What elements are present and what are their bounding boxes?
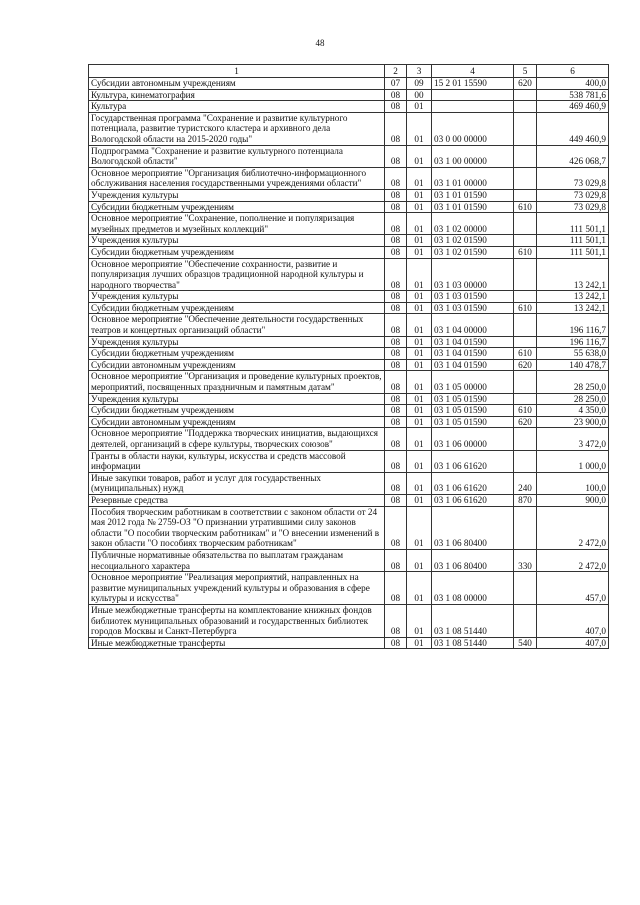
row-expense-type-cell <box>514 112 537 145</box>
row-amount-cell: 538 781,6 <box>537 89 609 101</box>
row-expense-type-cell <box>514 393 537 405</box>
row-expense-type-cell <box>514 572 537 605</box>
table-row <box>89 549 609 571</box>
row-expense-type-cell: 620 <box>514 359 537 371</box>
row-subsection-cell: 01 <box>407 213 432 235</box>
table-row <box>89 494 609 506</box>
table-row <box>89 348 609 360</box>
row-amount-cell: 73 029,8 <box>537 189 609 201</box>
row-subsection-cell: 01 <box>407 572 432 605</box>
table-row <box>89 472 609 494</box>
row-amount-cell: 140 478,7 <box>537 359 609 371</box>
column-header-1: 1 <box>89 65 385 78</box>
row-name-cell: Субсидии автономным учреждениям <box>89 359 385 371</box>
row-subsection-cell: 01 <box>407 637 432 649</box>
row-section-cell: 08 <box>385 302 407 314</box>
row-section-cell: 08 <box>385 246 407 258</box>
table-row <box>89 302 609 314</box>
row-section-cell: 08 <box>385 371 407 393</box>
row-expense-type-cell: 620 <box>514 416 537 428</box>
row-subsection-cell: 01 <box>407 314 432 336</box>
row-target-article-cell: 03 1 06 00000 <box>432 428 514 450</box>
row-expense-type-cell <box>514 336 537 348</box>
row-target-article-cell: 03 1 03 01590 <box>432 291 514 303</box>
table-row <box>89 416 609 428</box>
row-amount-cell: 111 501,1 <box>537 246 609 258</box>
budget-table <box>88 64 609 649</box>
table-row <box>89 246 609 258</box>
row-name-cell: Субсидии бюджетным учреждениям <box>89 348 385 360</box>
row-expense-type-cell: 540 <box>514 637 537 649</box>
row-section-cell: 08 <box>385 494 407 506</box>
row-subsection-cell: 01 <box>407 506 432 549</box>
row-name-cell: Субсидии бюджетным учреждениям <box>89 302 385 314</box>
row-section-cell: 08 <box>385 291 407 303</box>
row-section-cell: 08 <box>385 101 407 113</box>
row-section-cell: 08 <box>385 572 407 605</box>
row-target-article-cell: 03 1 00 00000 <box>432 145 514 167</box>
row-amount-cell: 457,0 <box>537 572 609 605</box>
row-amount-cell: 28 250,0 <box>537 371 609 393</box>
row-section-cell: 08 <box>385 336 407 348</box>
row-amount-cell: 449 460,9 <box>537 112 609 145</box>
row-amount-cell: 196 116,7 <box>537 336 609 348</box>
row-subsection-cell: 01 <box>407 336 432 348</box>
row-section-cell: 08 <box>385 359 407 371</box>
row-amount-cell: 2 472,0 <box>537 549 609 571</box>
row-subsection-cell: 01 <box>407 145 432 167</box>
row-name-cell: Культура <box>89 101 385 113</box>
page-number: 48 <box>315 38 325 48</box>
row-name-cell: Субсидии автономным учреждениям <box>89 416 385 428</box>
row-section-cell: 08 <box>385 604 407 637</box>
row-expense-type-cell <box>514 291 537 303</box>
row-amount-cell: 2 472,0 <box>537 506 609 549</box>
table-row <box>89 78 609 90</box>
row-target-article-cell: 03 1 01 01590 <box>432 189 514 201</box>
row-name-cell: Иные межбюджетные трансферты <box>89 637 385 649</box>
column-header-3: 3 <box>407 65 432 78</box>
row-name-cell: Основное мероприятие "Реализация мероприятий, направленных на развитие муниципальных учреждений культуры и образования в сфере культуры и искусства" <box>89 572 385 605</box>
column-header-2: 2 <box>385 65 407 78</box>
row-section-cell: 08 <box>385 201 407 213</box>
row-target-article-cell <box>432 89 514 101</box>
row-name-cell: Иные закупки товаров, работ и услуг для государственных (муниципальных) нужд <box>89 472 385 494</box>
row-amount-cell: 426 068,7 <box>537 145 609 167</box>
row-name-cell: Основное мероприятие "Сохранение, пополнение и популяризация музейных предметов и музейных коллекций" <box>89 213 385 235</box>
table-row <box>89 604 609 637</box>
row-target-article-cell: 03 1 03 00000 <box>432 258 514 291</box>
table-row <box>89 637 609 649</box>
row-target-article-cell: 03 1 05 01590 <box>432 393 514 405</box>
row-expense-type-cell <box>514 428 537 450</box>
row-name-cell: Культура, кинематография <box>89 89 385 101</box>
row-subsection-cell: 01 <box>407 494 432 506</box>
row-name-cell: Иные межбюджетные трансферты на комплектование книжных фондов библиотек муниципальных образований и государственных библиотек городов Москвы и Санкт-Петербурга <box>89 604 385 637</box>
table-row <box>89 167 609 189</box>
row-expense-type-cell: 610 <box>514 405 537 417</box>
row-amount-cell: 4 350,0 <box>537 405 609 417</box>
row-target-article-cell: 03 1 06 61620 <box>432 472 514 494</box>
row-section-cell: 08 <box>385 405 407 417</box>
row-subsection-cell: 01 <box>407 549 432 571</box>
row-name-cell: Основное мероприятие "Поддержка творческих инициатив, выдающихся деятелей, организаций в сфере культуры, творческих союзов" <box>89 428 385 450</box>
row-section-cell: 08 <box>385 472 407 494</box>
row-subsection-cell: 09 <box>407 78 432 90</box>
row-expense-type-cell: 610 <box>514 201 537 213</box>
row-target-article-cell: 03 1 01 00000 <box>432 167 514 189</box>
row-amount-cell: 100,0 <box>537 472 609 494</box>
row-target-article-cell: 15 2 01 15590 <box>432 78 514 90</box>
row-subsection-cell: 01 <box>407 246 432 258</box>
row-expense-type-cell <box>514 145 537 167</box>
row-section-cell: 08 <box>385 428 407 450</box>
row-name-cell: Гранты в области науки, культуры, искусства и средств массовой информации <box>89 450 385 472</box>
table-row <box>89 145 609 167</box>
row-target-article-cell: 03 1 06 80400 <box>432 549 514 571</box>
row-expense-type-cell <box>514 506 537 549</box>
row-target-article-cell: 03 1 01 01590 <box>432 201 514 213</box>
row-amount-cell: 900,0 <box>537 494 609 506</box>
table-row <box>89 393 609 405</box>
row-target-article-cell: 03 1 08 51440 <box>432 637 514 649</box>
row-name-cell: Учреждения культуры <box>89 393 385 405</box>
row-target-article-cell: 03 1 06 61620 <box>432 494 514 506</box>
row-expense-type-cell <box>514 89 537 101</box>
row-section-cell: 08 <box>385 506 407 549</box>
row-target-article-cell: 03 1 06 80400 <box>432 506 514 549</box>
table-row <box>89 450 609 472</box>
row-expense-type-cell <box>514 213 537 235</box>
row-name-cell: Резервные средства <box>89 494 385 506</box>
row-amount-cell: 400,0 <box>537 78 609 90</box>
row-subsection-cell: 01 <box>407 604 432 637</box>
row-target-article-cell: 03 1 08 00000 <box>432 572 514 605</box>
table-row <box>89 258 609 291</box>
row-expense-type-cell <box>514 371 537 393</box>
table-row <box>89 291 609 303</box>
row-name-cell: Основное мероприятие "Обеспечение сохранности, развитие и популяризация лучших образцов традиционной народной культуры и народного творчества" <box>89 258 385 291</box>
row-expense-type-cell: 610 <box>514 348 537 360</box>
row-subsection-cell: 01 <box>407 359 432 371</box>
row-section-cell: 08 <box>385 393 407 405</box>
row-subsection-cell: 01 <box>407 189 432 201</box>
row-amount-cell: 469 460,9 <box>537 101 609 113</box>
row-target-article-cell: 03 1 02 00000 <box>432 213 514 235</box>
row-expense-type-cell <box>514 235 537 247</box>
row-amount-cell: 407,0 <box>537 637 609 649</box>
table-row <box>89 428 609 450</box>
column-header-4: 4 <box>432 65 514 78</box>
row-target-article-cell: 03 1 06 61620 <box>432 450 514 472</box>
row-subsection-cell: 01 <box>407 258 432 291</box>
row-name-cell: Учреждения культуры <box>89 235 385 247</box>
row-subsection-cell: 00 <box>407 89 432 101</box>
row-target-article-cell: 03 0 00 00000 <box>432 112 514 145</box>
table-row <box>89 201 609 213</box>
row-section-cell: 08 <box>385 112 407 145</box>
row-subsection-cell: 01 <box>407 348 432 360</box>
row-name-cell: Публичные нормативные обязательства по выплатам гражданам несоциального характера <box>89 549 385 571</box>
row-target-article-cell: 03 1 04 01590 <box>432 359 514 371</box>
row-section-cell: 08 <box>385 89 407 101</box>
row-subsection-cell: 01 <box>407 167 432 189</box>
column-header-6: 6 <box>537 65 609 78</box>
row-name-cell: Учреждения культуры <box>89 189 385 201</box>
row-subsection-cell: 01 <box>407 291 432 303</box>
row-section-cell: 08 <box>385 314 407 336</box>
row-expense-type-cell <box>514 189 537 201</box>
table-row <box>89 336 609 348</box>
row-amount-cell: 55 638,0 <box>537 348 609 360</box>
row-target-article-cell: 03 1 02 01590 <box>432 235 514 247</box>
table-row <box>89 235 609 247</box>
row-name-cell: Пособия творческим работникам в соответствии с законом области от 24 мая 2012 года № 2759-ОЗ "О признании утратившими силу законов области "О пособии творческим работникам" и "О внесении изменений в закон области "О пособиях творческим работникам" <box>89 506 385 549</box>
row-target-article-cell: 03 1 05 00000 <box>432 371 514 393</box>
table-row <box>89 572 609 605</box>
row-subsection-cell: 01 <box>407 302 432 314</box>
row-section-cell: 08 <box>385 145 407 167</box>
row-amount-cell: 13 242,1 <box>537 291 609 303</box>
row-amount-cell: 13 242,1 <box>537 302 609 314</box>
row-expense-type-cell: 240 <box>514 472 537 494</box>
row-section-cell: 08 <box>385 167 407 189</box>
row-name-cell: Субсидии бюджетным учреждениям <box>89 405 385 417</box>
table-row <box>89 101 609 113</box>
table-row <box>89 314 609 336</box>
row-name-cell: Основное мероприятие "Обеспечение деятельности государственных театров и концертных организаций области" <box>89 314 385 336</box>
row-target-article-cell <box>432 101 514 113</box>
row-amount-cell: 73 029,8 <box>537 167 609 189</box>
row-subsection-cell: 01 <box>407 450 432 472</box>
table-row <box>89 359 609 371</box>
table-row <box>89 371 609 393</box>
row-section-cell: 08 <box>385 549 407 571</box>
table-header-row <box>89 65 609 78</box>
table-row <box>89 506 609 549</box>
row-section-cell: 08 <box>385 213 407 235</box>
row-section-cell: 08 <box>385 416 407 428</box>
row-amount-cell: 111 501,1 <box>537 213 609 235</box>
row-subsection-cell: 01 <box>407 416 432 428</box>
row-target-article-cell: 03 1 04 00000 <box>432 314 514 336</box>
row-section-cell: 07 <box>385 78 407 90</box>
table-row <box>89 89 609 101</box>
row-subsection-cell: 01 <box>407 371 432 393</box>
row-name-cell: Учреждения культуры <box>89 336 385 348</box>
row-amount-cell: 13 242,1 <box>537 258 609 291</box>
row-target-article-cell: 03 1 08 51440 <box>432 604 514 637</box>
table-row <box>89 405 609 417</box>
row-section-cell: 08 <box>385 235 407 247</box>
row-expense-type-cell: 610 <box>514 246 537 258</box>
row-name-cell: Субсидии бюджетным учреждениям <box>89 246 385 258</box>
row-name-cell: Подпрограмма "Сохранение и развитие культурного потенциала Вологодской области" <box>89 145 385 167</box>
row-expense-type-cell: 610 <box>514 302 537 314</box>
row-expense-type-cell: 620 <box>514 78 537 90</box>
row-subsection-cell: 01 <box>407 472 432 494</box>
row-name-cell: Субсидии автономным учреждениям <box>89 78 385 90</box>
row-subsection-cell: 01 <box>407 405 432 417</box>
row-amount-cell: 196 116,7 <box>537 314 609 336</box>
row-target-article-cell: 03 1 05 01590 <box>432 405 514 417</box>
row-subsection-cell: 01 <box>407 393 432 405</box>
row-target-article-cell: 03 1 03 01590 <box>432 302 514 314</box>
row-target-article-cell: 03 1 05 01590 <box>432 416 514 428</box>
row-target-article-cell: 03 1 04 01590 <box>432 336 514 348</box>
row-expense-type-cell: 330 <box>514 549 537 571</box>
row-subsection-cell: 01 <box>407 112 432 145</box>
row-subsection-cell: 01 <box>407 235 432 247</box>
row-section-cell: 08 <box>385 637 407 649</box>
row-section-cell: 08 <box>385 258 407 291</box>
row-expense-type-cell <box>514 258 537 291</box>
row-name-cell: Основное мероприятие "Организация библиотечно-информационного обслуживания населения государственными учреждениями области" <box>89 167 385 189</box>
table-row <box>89 189 609 201</box>
row-name-cell: Субсидии бюджетным учреждениям <box>89 201 385 213</box>
column-header-5: 5 <box>514 65 537 78</box>
row-subsection-cell: 01 <box>407 428 432 450</box>
row-amount-cell: 28 250,0 <box>537 393 609 405</box>
row-expense-type-cell <box>514 101 537 113</box>
row-target-article-cell: 03 1 04 01590 <box>432 348 514 360</box>
row-expense-type-cell <box>514 167 537 189</box>
row-expense-type-cell <box>514 450 537 472</box>
row-name-cell: Основное мероприятие "Организация и проведение культурных проектов, мероприятий, посвященных праздничным и памятным датам" <box>89 371 385 393</box>
row-expense-type-cell: 870 <box>514 494 537 506</box>
row-amount-cell: 23 900,0 <box>537 416 609 428</box>
row-subsection-cell: 01 <box>407 101 432 113</box>
row-target-article-cell: 03 1 02 01590 <box>432 246 514 258</box>
row-amount-cell: 3 472,0 <box>537 428 609 450</box>
row-name-cell: Учреждения культуры <box>89 291 385 303</box>
row-section-cell: 08 <box>385 189 407 201</box>
row-name-cell: Государственная программа "Сохранение и развитие культурного потенциала, развитие туристского кластера и архивного дела Вологодской области на 2015-2020 годы" <box>89 112 385 145</box>
table-row <box>89 213 609 235</box>
row-amount-cell: 111 501,1 <box>537 235 609 247</box>
row-subsection-cell: 01 <box>407 201 432 213</box>
row-section-cell: 08 <box>385 450 407 472</box>
row-expense-type-cell <box>514 604 537 637</box>
row-amount-cell: 1 000,0 <box>537 450 609 472</box>
table-row <box>89 112 609 145</box>
row-section-cell: 08 <box>385 348 407 360</box>
row-expense-type-cell <box>514 314 537 336</box>
row-amount-cell: 73 029,8 <box>537 201 609 213</box>
row-amount-cell: 407,0 <box>537 604 609 637</box>
